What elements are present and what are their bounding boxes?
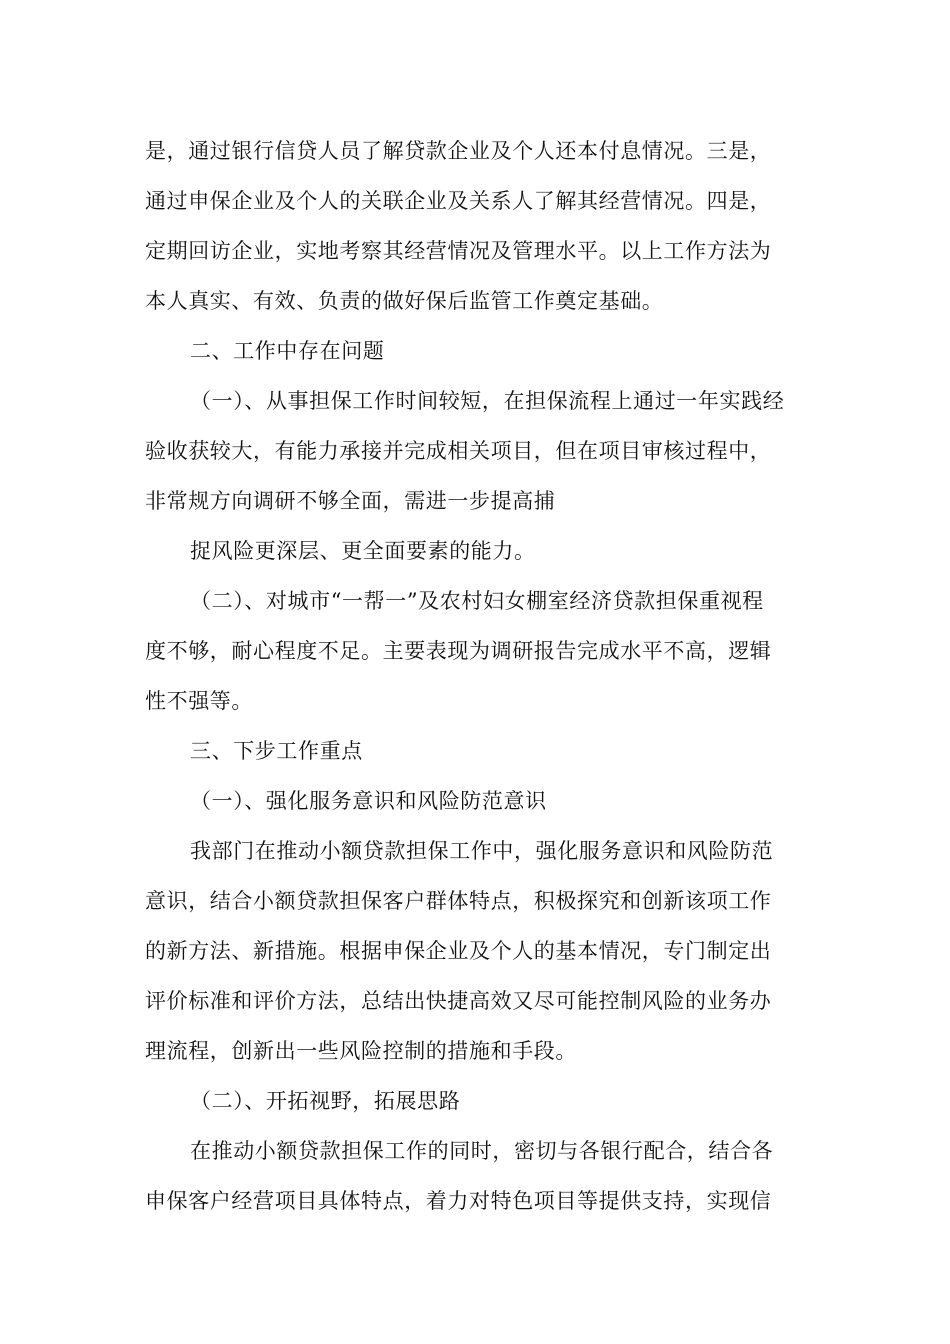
text-line: 评价标准和评价方法，总结出快捷高效又尽可能控制风险的业务办 <box>145 989 772 1013</box>
section-heading: 二、工作中存在问题 <box>190 339 385 363</box>
text-line: 通过申保企业及个人的关联企业及关系人了解其经营情况。四是， <box>145 189 772 213</box>
text-line: 本人真实、有效、负责的做好保后监管工作奠定基础。 <box>145 289 664 313</box>
text-line: 意识，结合小额贷款担保客户群体特点，积极探究和创新该项工作 <box>145 889 772 913</box>
text-line: 性不强等。 <box>145 689 253 713</box>
text-line: 是，通过银行信贷人员了解贷款企业及个人还本付息情况。三是， <box>145 139 772 163</box>
text-line: 验收获较大，有能力承接并完成相关项目，但在项目审核过程中， <box>145 439 772 463</box>
text-line: 在推动小额贷款担保工作的同时，密切与各银行配合，结合各 <box>190 1139 774 1163</box>
text-line: 申保客户经营项目具体特点，着力对特色项目等提供支持，实现信 <box>145 1189 772 1213</box>
text-line: 定期回访企业，实地考察其经营情况及管理水平。以上工作方法为 <box>145 239 772 263</box>
subsection-heading: （一）、强化服务意识和风险防范意识 <box>190 789 547 813</box>
text-line: （一）、从事担保工作时间较短，在担保流程上通过一年实践经 <box>190 389 785 413</box>
section-heading: 三、下步工作重点 <box>190 739 363 763</box>
text-line: 理流程，创新出一些风险控制的措施和手段。 <box>145 1039 577 1063</box>
text-line: 度不够，耐心程度不足。主要表现为调研报告完成水平不高，逻辑 <box>145 639 772 663</box>
text-line: 非常规方向调研不够全面，需进一步提高捕 <box>145 489 556 513</box>
text-line: 我部门在推动小额贷款担保工作中，强化服务意识和风险防范 <box>190 839 774 863</box>
text-line: 捉风险更深层、更全面要素的能力。 <box>190 539 536 563</box>
text-line: （二）、对城市“一帮一”及农村妇女棚室经济贷款担保重视程 <box>190 589 764 613</box>
subsection-heading: （二）、开拓视野，拓展思路 <box>190 1089 461 1113</box>
text-line: 的新方法、新措施。根据申保企业及个人的基本情况，专门制定出 <box>145 939 772 963</box>
